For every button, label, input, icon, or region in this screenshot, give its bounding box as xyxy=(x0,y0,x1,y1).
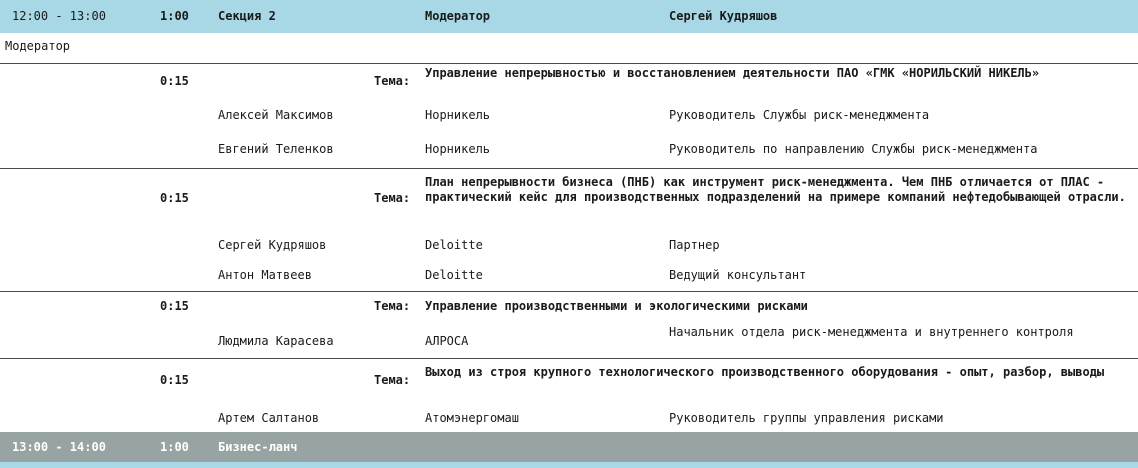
speaker-company: АЛРОСА xyxy=(425,334,469,348)
speaker-position: Руководитель Службы риск-менеджмента xyxy=(669,108,930,122)
topic-label: Тема: xyxy=(374,373,411,387)
speaker-company: Атомэнергомаш xyxy=(425,411,519,425)
session-header xyxy=(0,0,1138,33)
row-divider xyxy=(0,63,1138,64)
speaker-name: Сергей Кудряшов xyxy=(218,238,327,252)
session-duration: 1:00 xyxy=(160,9,189,23)
topic-label: Тема: xyxy=(374,74,411,88)
talk-topic: Выход из строя крупного технологического производственного оборудования - опыт, разбор, выводы xyxy=(425,365,1105,379)
row-divider xyxy=(0,291,1138,292)
talk-duration: 0:15 xyxy=(160,373,189,387)
speaker-company: Норникель xyxy=(425,108,491,122)
speaker-company: Норникель xyxy=(425,142,491,156)
session-role: Модератор xyxy=(425,9,491,23)
next-session-strip xyxy=(0,462,1138,468)
talk-topic: Управление непрерывностью и восстановлением деятельности ПАО «ГМК «НОРИЛЬСКИЙ НИКЕЛЬ» xyxy=(425,66,1040,80)
session-person: Сергей Кудряшов xyxy=(669,9,778,23)
speaker-name: Алексей Максимов xyxy=(218,108,334,122)
speaker-position: Руководитель по направлению Службы риск-менеджмента xyxy=(669,142,1038,156)
row-divider xyxy=(0,358,1138,359)
break-time-range: 13:00 - 14:00 xyxy=(12,440,106,454)
speaker-name: Евгений Теленков xyxy=(218,142,334,156)
speaker-position: Начальник отдела риск-менеджмента и внутреннего контроля xyxy=(669,325,1074,339)
row-divider xyxy=(0,168,1138,169)
break-duration: 1:00 xyxy=(160,440,189,454)
speaker-name: Людмила Карасева xyxy=(218,334,334,348)
session-title: Секция 2 xyxy=(218,9,276,23)
moderator-label: Модератор xyxy=(5,39,71,53)
speaker-position: Ведущий консультант xyxy=(669,268,807,282)
topic-label: Тема: xyxy=(374,299,411,313)
topic-label: Тема: xyxy=(374,191,411,205)
talk-topic: План непрерывности бизнеса (ПНБ) как инструмент риск-менеджмента. Чем ПНБ отличается от ПЛАС - практический кейс для производственных подразделений на примере компаний нефтедобывающей отрасли. xyxy=(425,175,1126,204)
speaker-company: Deloitte xyxy=(425,268,483,282)
speaker-name: Артем Салтанов xyxy=(218,411,320,425)
session-time-range: 12:00 - 13:00 xyxy=(12,9,106,23)
talk-duration: 0:15 xyxy=(160,74,189,88)
speaker-name: Антон Матвеев xyxy=(218,268,312,282)
speaker-position: Руководитель группы управления рисками xyxy=(669,411,944,425)
speaker-company: Deloitte xyxy=(425,238,483,252)
speaker-position: Партнер xyxy=(669,238,720,252)
talk-duration: 0:15 xyxy=(160,191,189,205)
break-title: Бизнес-ланч xyxy=(218,440,298,454)
lunch-break-row xyxy=(0,432,1138,462)
talk-topic: Управление производственными и экологическими рисками xyxy=(425,299,808,313)
talk-duration: 0:15 xyxy=(160,299,189,313)
